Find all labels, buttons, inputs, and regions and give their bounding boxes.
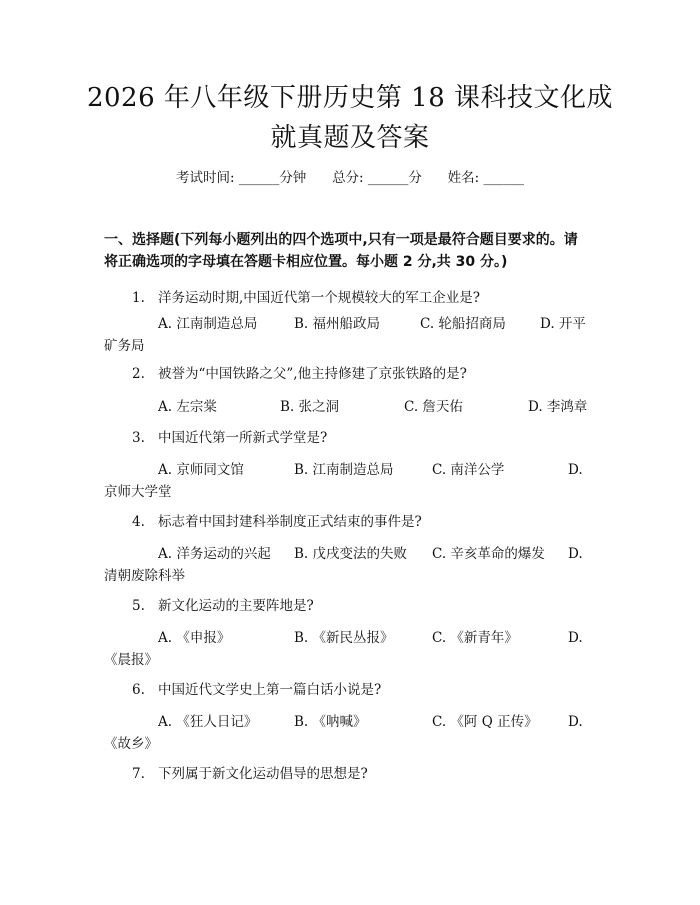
option-d: D. 李鸿章 xyxy=(528,399,588,415)
question-1-stem xyxy=(132,288,612,308)
option-c: C. 《新青年》 xyxy=(432,630,518,646)
option-b: B. 《新民丛报》 xyxy=(294,630,394,646)
option-b: B. 福州船政局 xyxy=(294,316,381,332)
option-a: A. 洋务运动的兴起 xyxy=(158,546,271,562)
option-b: B. 张之洞 xyxy=(280,399,340,415)
option-b: B. 戊戌变法的失败 xyxy=(294,546,408,562)
score-unit: 分 xyxy=(408,170,422,186)
question-text: 中国近代第一所新式学堂是? xyxy=(158,430,328,446)
option-a: A. 《狂人日记》 xyxy=(158,714,258,730)
title-line-2: 就真题及答案 xyxy=(270,123,430,153)
time-unit: 分钟 xyxy=(279,170,307,186)
option-d: D. 开平 xyxy=(540,316,586,332)
option-c: C. 《阿 Q 正传》 xyxy=(432,714,538,730)
option-d-continued: 《晨报》 xyxy=(104,652,158,668)
option-d-continued: 清朝废除科举 xyxy=(104,568,185,584)
question-text: 标志着中国封建科举制度正式结束的事件是? xyxy=(158,514,422,530)
option-d: D. xyxy=(568,714,583,730)
question-number: 6. xyxy=(132,682,145,698)
question-number: 7. xyxy=(132,766,145,782)
option-c: C. 詹天佑 xyxy=(404,399,463,415)
option-a: A. 江南制造总局 xyxy=(158,316,258,332)
option-d-continued: 矿务局 xyxy=(104,338,145,354)
question-number: 4. xyxy=(132,514,145,530)
section-heading-line-2: 将正确选项的字母填在答题卡相应位置。每小题 2 分,共 30 分。) xyxy=(104,254,508,270)
question-2-stem xyxy=(132,364,612,384)
section-heading xyxy=(104,229,604,273)
question-number: 1. xyxy=(132,290,145,306)
name-label: 姓名: xyxy=(447,170,480,186)
question-text: 被誉为“中国铁路之父”,他主持修建了京张铁路的是? xyxy=(158,366,467,382)
question-number: 2. xyxy=(132,366,145,382)
option-d: D. xyxy=(568,630,583,646)
section-heading-line-1: 一、选择题(下列每小题列出的四个选项中,只有一项是最符合题目要求的。请 xyxy=(104,232,578,248)
option-a: A. 京师同文馆 xyxy=(158,462,244,478)
question-5-stem xyxy=(132,596,612,616)
question-text: 新文化运动的主要阵地是? xyxy=(158,598,314,614)
option-d: D. xyxy=(568,462,583,478)
question-text: 洋务运动时期,中国近代第一个规模较大的军工企业是? xyxy=(158,290,481,306)
question-text: 中国近代文学史上第一篇白话小说是? xyxy=(158,682,382,698)
option-a: A. 《申报》 xyxy=(158,630,231,646)
time-blank: ______ xyxy=(238,170,280,186)
score-blank: ______ xyxy=(367,170,409,186)
option-c: C. 辛亥革命的爆发 xyxy=(432,546,545,562)
question-6-stem xyxy=(132,680,612,700)
score-label: 总分: xyxy=(332,170,364,186)
option-c: C. 轮船招商局 xyxy=(420,316,506,332)
question-7-stem xyxy=(132,764,612,784)
option-d-continued: 《故乡》 xyxy=(104,736,158,752)
option-b: B. 江南制造总局 xyxy=(294,462,394,478)
option-b: B. 《呐喊》 xyxy=(294,714,367,730)
title-line-1: 2026 年八年级下册历史第 18 课科技文化成 xyxy=(86,83,614,113)
option-a: A. 左宗棠 xyxy=(158,399,217,415)
question-4-stem xyxy=(132,512,612,532)
document-title xyxy=(60,78,640,158)
question-text: 下列属于新文化运动倡导的思想是? xyxy=(158,766,368,782)
question-number: 5. xyxy=(132,598,145,614)
option-d: D. xyxy=(568,546,583,562)
question-3-stem xyxy=(132,428,612,448)
exam-info-line xyxy=(0,168,700,188)
option-d-continued: 京师大学堂 xyxy=(104,484,172,500)
option-c: C. 南洋公学 xyxy=(432,462,505,478)
question-number: 3. xyxy=(132,430,145,446)
name-blank: ______ xyxy=(483,170,525,186)
time-label: 考试时间: xyxy=(175,170,235,186)
